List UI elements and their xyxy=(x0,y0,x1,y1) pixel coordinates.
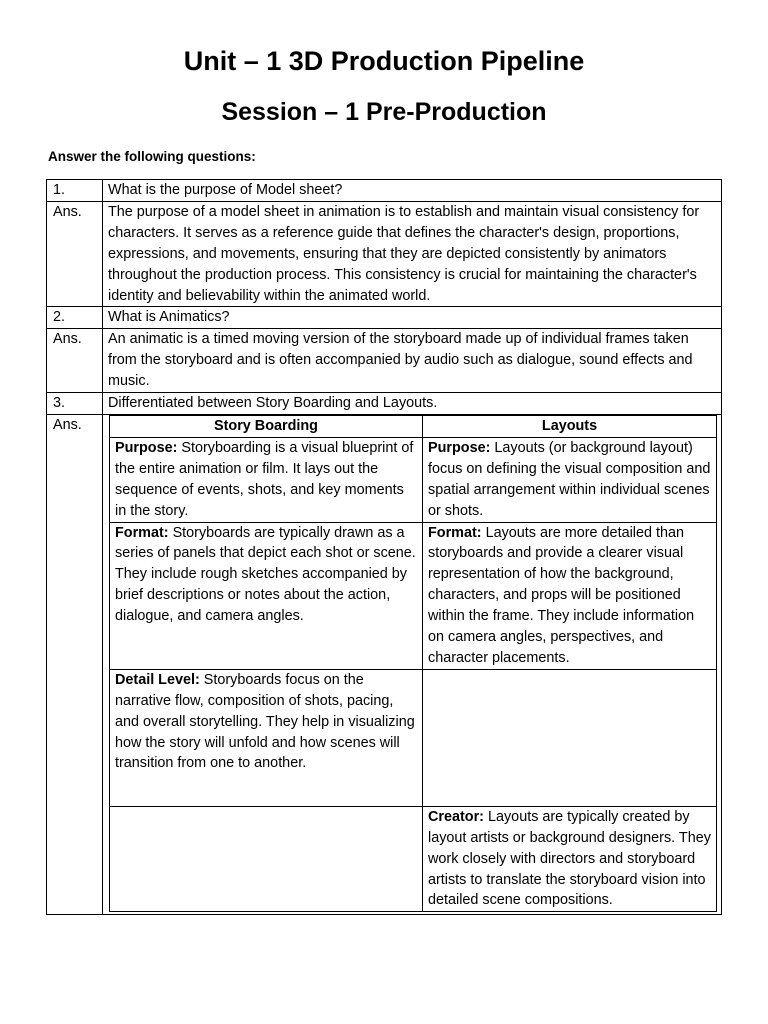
page-subtitle: Session – 1 Pre-Production xyxy=(221,98,547,126)
cell-text: Layouts (or background layout) focus on defining the visual composition and spatial arrangement within individual scenes or shots. xyxy=(428,439,711,519)
table-row xyxy=(47,393,722,415)
cell-label: Format: xyxy=(428,524,482,541)
question-text: What is Animatics? xyxy=(103,307,722,329)
table-row xyxy=(47,329,722,393)
cell-text: Storyboarding is a visual blueprint of the entire animation or film. It lays out the sequence of events, shots, and key moments in the story. xyxy=(115,439,414,519)
layouts-cell xyxy=(423,437,717,522)
comparison-row xyxy=(110,522,717,669)
cell-label: Creator: xyxy=(428,808,484,825)
comparison-row xyxy=(110,437,717,522)
cell-text: Storyboards are typically drawn as a series of panels that depict each shot or scene. They include rough sketches accompanied by brief descriptions or notes about the action, dialogue, and camera angles. xyxy=(115,524,416,625)
question-number: 1. xyxy=(47,180,103,202)
instruction-text: Answer the following questions: xyxy=(48,149,256,164)
comparison-header-row xyxy=(110,415,717,437)
comparison-table xyxy=(109,415,717,912)
column-header-story-boarding: Story Boarding xyxy=(110,415,423,437)
story-boarding-cell xyxy=(110,522,423,669)
column-header-layouts: Layouts xyxy=(423,415,717,437)
answer-label: Ans. xyxy=(47,329,103,393)
cell-label: Detail Level: xyxy=(115,671,200,688)
cell-label: Format: xyxy=(115,524,169,541)
table-row xyxy=(47,414,722,914)
layouts-cell xyxy=(423,522,717,669)
question-number: 2. xyxy=(47,307,103,329)
layouts-cell xyxy=(423,806,717,912)
answer-label: Ans. xyxy=(47,201,103,307)
page-title: Unit – 1 3D Production Pipeline xyxy=(183,46,585,76)
cell-text: Layouts are more detailed than storyboards and provide a clearer visual representation of how the background, characters, and props will be positioned within the frame. They include information on camera angles, perspectives, and character placements. xyxy=(428,524,695,666)
table-row xyxy=(47,180,722,202)
answer-text: An animatic is a timed moving version of the storyboard made up of individual frames taken from the storyboard and is often accompanied by audio such as dialogue, sound effects and music. xyxy=(103,329,722,393)
cell-label: Purpose: xyxy=(115,439,178,456)
qa-table xyxy=(46,179,722,915)
story-boarding-cell xyxy=(110,669,423,806)
comparison-row xyxy=(110,669,717,806)
answer-text: The purpose of a model sheet in animation is to establish and maintain visual consistency for characters. It serves as a reference guide that defines the character's design, proportions, expressions, and movements, ensuring that they are depicted consistently by animators throughout the production process. This consistency is crucial for maintaining the character's identity and believability within the animated world. xyxy=(103,201,722,307)
layouts-cell xyxy=(423,669,717,806)
story-boarding-cell xyxy=(110,437,423,522)
question-text: What is the purpose of Model sheet? xyxy=(103,180,722,202)
cell-label: Purpose: xyxy=(428,439,491,456)
cell-text: Layouts are typically created by layout artists or background designers. They work closely with directors and storyboard artists to translate the storyboard vision into detailed scene compositions. xyxy=(428,808,711,909)
comparison-row xyxy=(110,806,717,912)
table-row xyxy=(47,201,722,307)
answer-label: Ans. xyxy=(47,414,103,914)
story-boarding-cell xyxy=(110,806,423,912)
cell-text: Storyboards focus on the narrative flow, composition of shots, pacing, and overall storytelling. They help in visualizing how the story will unfold and how scenes will transition from one to another. xyxy=(115,671,415,772)
question-number: 3. xyxy=(47,393,103,415)
answer-cell xyxy=(103,414,722,914)
table-row xyxy=(47,307,722,329)
question-text: Differentiated between Story Boarding and Layouts. xyxy=(103,393,722,415)
